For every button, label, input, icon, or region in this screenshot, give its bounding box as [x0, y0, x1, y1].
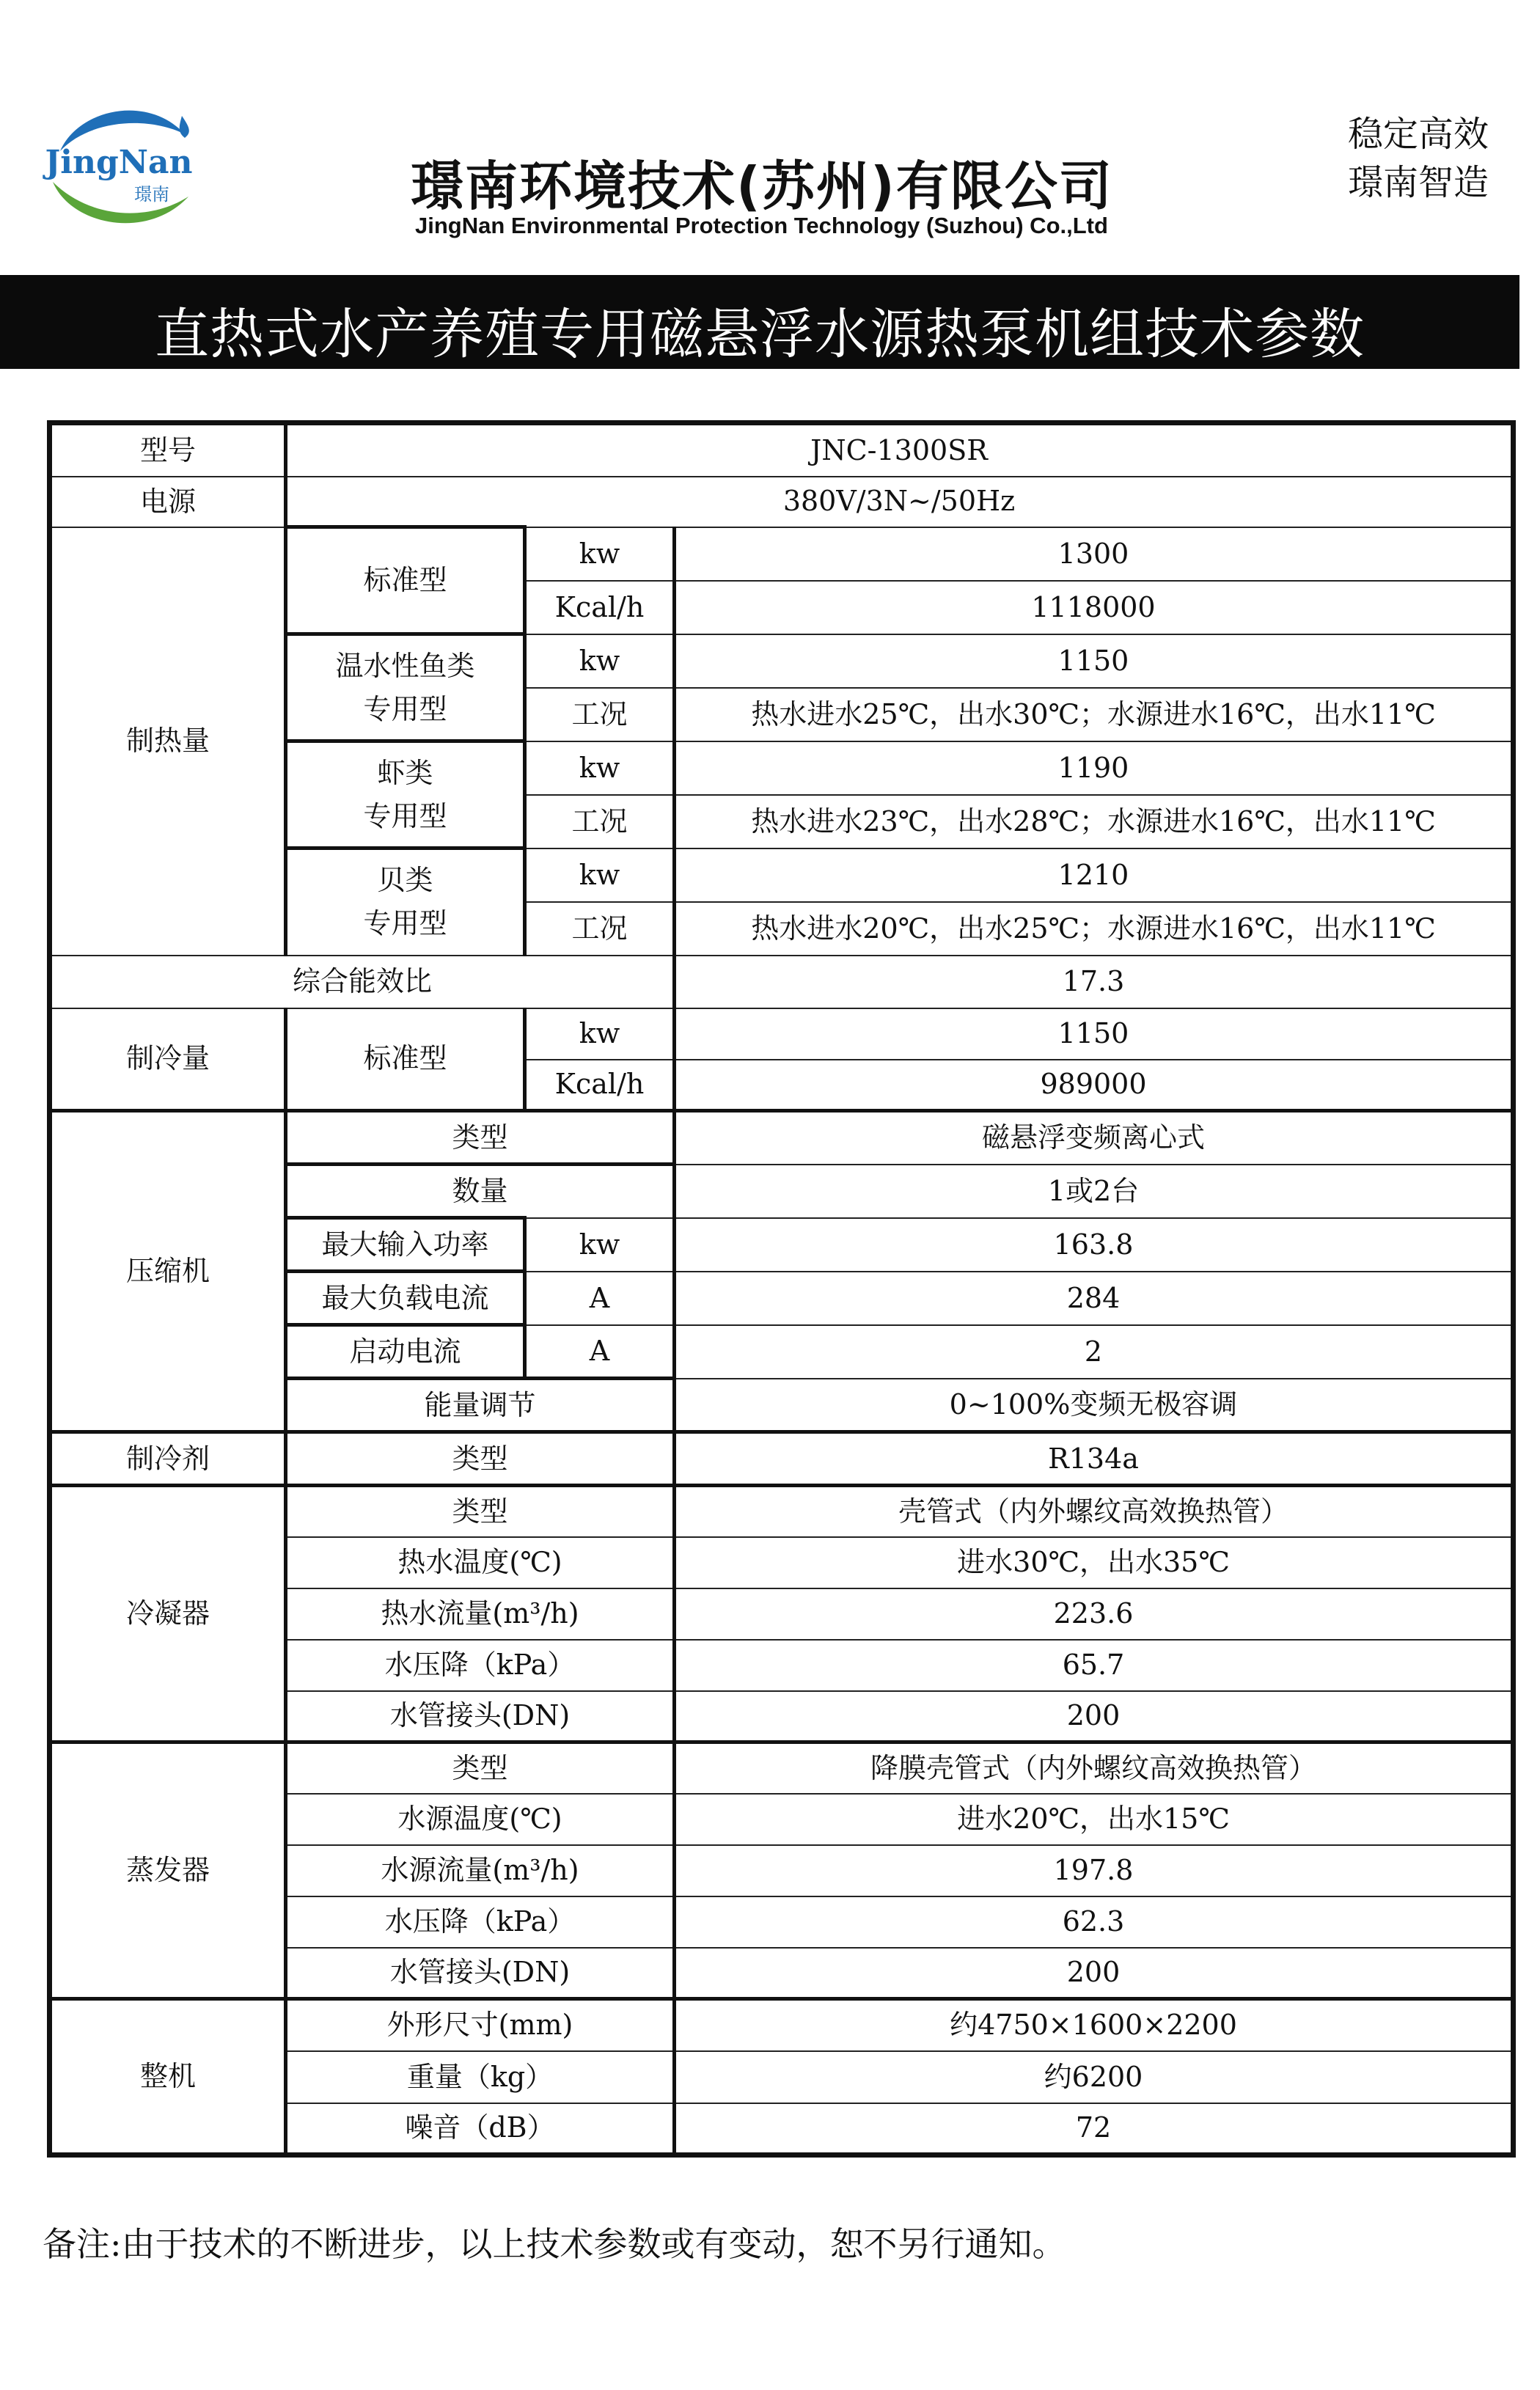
unit-size-value: 约4750×1600×2200	[675, 1999, 1514, 2051]
heating-label: 制热量	[50, 527, 286, 956]
evaporator-pipe-value: 200	[675, 1948, 1514, 1999]
heating-standard-kcal-unit: Kcal/h	[525, 581, 675, 634]
heating-standard-label: 标准型	[286, 527, 525, 634]
compressor-qty-value: 1或2台	[675, 1165, 1514, 1218]
cooling-kw-value: 1150	[675, 1008, 1514, 1060]
logo-text-en: JingNan	[45, 144, 193, 181]
heating-standard-kw-unit: kw	[525, 527, 675, 581]
unit-noise-value: 72	[675, 2103, 1514, 2155]
warm-fish-label-line1: 温水性鱼类	[335, 649, 475, 682]
compressor-max-power-label: 最大输入功率	[286, 1218, 525, 1272]
evaporator-pressure-value: 62.3	[675, 1896, 1514, 1948]
power-label: 电源	[50, 477, 286, 527]
warm-fish-cond-value: 热水进水25℃，出水30℃；水源进水16℃，出水11℃	[675, 688, 1514, 741]
shrimp-kw-unit: kw	[525, 741, 675, 795]
power-value: 380V/3N~/50Hz	[286, 477, 1514, 527]
warm-fish-kw-value: 1150	[675, 634, 1514, 688]
slogan-line-1: 稳定高效	[1347, 114, 1489, 155]
evaporator-temp-value: 进水20℃，出水15℃	[675, 1794, 1514, 1845]
compressor-max-power-unit: kw	[525, 1218, 675, 1272]
compressor-max-current-value: 284	[675, 1272, 1514, 1325]
shellfish-label	[286, 848, 525, 956]
cop-value: 17.3	[675, 956, 1514, 1008]
condenser-pressure-label: 水压降（kPa）	[286, 1640, 675, 1691]
footnote: 备注:由于技术的不断进步，以上技术参数或有变动，恕不另行通知。	[43, 2224, 1066, 2264]
cooling-standard-label: 标准型	[286, 1008, 525, 1111]
condenser-pressure-value: 65.7	[675, 1640, 1514, 1691]
shellfish-kw-value: 1210	[675, 848, 1514, 902]
condenser-type-label: 类型	[286, 1486, 675, 1537]
shrimp-label-line2: 专用型	[363, 799, 447, 832]
company-name-cn: 璟南环境技术(苏州)有限公司	[411, 155, 1113, 217]
company-logo	[38, 94, 207, 241]
heating-standard-kcal-value: 1118000	[675, 581, 1514, 634]
compressor-regulation-label: 能量调节	[286, 1379, 675, 1432]
table-row	[50, 956, 1514, 1008]
warm-fish-cond-label: 工况	[525, 688, 675, 741]
table-row	[50, 1486, 1514, 1537]
table-row	[50, 477, 1514, 527]
compressor-label: 压缩机	[50, 1111, 286, 1432]
slogan	[1348, 110, 1489, 207]
compressor-max-current-label: 最大负载电流	[286, 1272, 525, 1325]
compressor-max-current-unit: A	[525, 1272, 675, 1325]
unit-label: 整机	[50, 1999, 286, 2155]
evaporator-pipe-label: 水管接头(DN)	[286, 1948, 675, 1999]
unit-weight-value: 约6200	[675, 2051, 1514, 2103]
table-row	[50, 527, 1514, 581]
condenser-pipe-label: 水管接头(DN)	[286, 1691, 675, 1742]
unit-weight-label: 重量（kg）	[286, 2051, 675, 2103]
model-value: JNC-1300SR	[286, 423, 1514, 477]
cooling-kw-unit: kw	[525, 1008, 675, 1060]
condenser-temp-label: 热水温度(℃)	[286, 1537, 675, 1588]
condenser-temp-value: 进水30℃，出水35℃	[675, 1537, 1514, 1588]
cooling-label: 制冷量	[50, 1008, 286, 1111]
table-row	[50, 1432, 1514, 1486]
model-label: 型号	[50, 423, 286, 477]
compressor-type-label: 类型	[286, 1111, 675, 1165]
condenser-type-value: 壳管式（内外螺纹高效换热管）	[675, 1486, 1514, 1537]
shellfish-kw-unit: kw	[525, 848, 675, 902]
table-row	[50, 1999, 1514, 2051]
page-title: 直热式水产养殖专用磁悬浮水源热泵机组技术参数	[155, 303, 1365, 366]
slogan-line-2: 璟南智造	[1347, 162, 1489, 203]
warm-fish-label-line2: 专用型	[363, 692, 447, 725]
shellfish-label-line2: 专用型	[363, 907, 447, 940]
table-row	[50, 1008, 1514, 1060]
company-name-en: JingNan Environmental Protection Technology (Suzhou) Co.,Ltd	[415, 213, 1108, 238]
cooling-kcal-value: 989000	[675, 1060, 1514, 1111]
evaporator-flow-value: 197.8	[675, 1845, 1514, 1896]
evaporator-temp-label: 水源温度(℃)	[286, 1794, 675, 1845]
compressor-type-value: 磁悬浮变频离心式	[675, 1111, 1514, 1165]
compressor-start-current-value: 2	[675, 1325, 1514, 1379]
cooling-kcal-unit: Kcal/h	[525, 1060, 675, 1111]
evaporator-type-value: 降膜壳管式（内外螺纹高效换热管）	[675, 1742, 1514, 1794]
refrigerant-type-label: 类型	[286, 1432, 675, 1486]
compressor-start-current-unit: A	[525, 1325, 675, 1379]
table-row	[50, 1111, 1514, 1165]
shrimp-cond-value: 热水进水23℃，出水28℃；水源进水16℃，出水11℃	[675, 795, 1514, 848]
compressor-max-power-value: 163.8	[675, 1218, 1514, 1272]
compressor-start-current-label: 启动电流	[286, 1325, 525, 1379]
condenser-flow-label: 热水流量(m³/h)	[286, 1588, 675, 1640]
refrigerant-type-value: R134a	[675, 1432, 1514, 1486]
heating-standard-kw-value: 1300	[675, 527, 1514, 581]
unit-size-label: 外形尺寸(mm)	[286, 1999, 675, 2051]
condenser-label: 冷凝器	[50, 1486, 286, 1742]
warm-fish-kw-unit: kw	[525, 634, 675, 688]
compressor-regulation-value: 0~100%变频无极容调	[675, 1379, 1514, 1432]
compressor-qty-label: 数量	[286, 1165, 675, 1218]
evaporator-flow-label: 水源流量(m³/h)	[286, 1845, 675, 1896]
condenser-pipe-value: 200	[675, 1691, 1514, 1742]
table-row	[50, 423, 1514, 477]
shrimp-label-line1: 虾类	[377, 756, 433, 789]
warm-fish-label	[286, 634, 525, 741]
shellfish-cond-label: 工况	[525, 902, 675, 956]
refrigerant-label: 制冷剂	[50, 1432, 286, 1486]
unit-noise-label: 噪音（dB）	[286, 2103, 675, 2155]
condenser-flow-value: 223.6	[675, 1588, 1514, 1640]
spec-table	[47, 420, 1516, 2158]
shrimp-label	[286, 741, 525, 848]
table-row	[50, 1742, 1514, 1794]
title-bar	[0, 275, 1519, 369]
shellfish-cond-value: 热水进水20℃，出水25℃；水源进水16℃，出水11℃	[675, 902, 1514, 956]
evaporator-label: 蒸发器	[50, 1742, 286, 1999]
logo-text-cn: 璟南	[134, 184, 169, 205]
cop-label: 综合能效比	[50, 956, 675, 1008]
shrimp-kw-value: 1190	[675, 741, 1514, 795]
evaporator-pressure-label: 水压降（kPa）	[286, 1896, 675, 1948]
evaporator-type-label: 类型	[286, 1742, 675, 1794]
shellfish-label-line1: 贝类	[377, 864, 433, 897]
shrimp-cond-label: 工况	[525, 795, 675, 848]
